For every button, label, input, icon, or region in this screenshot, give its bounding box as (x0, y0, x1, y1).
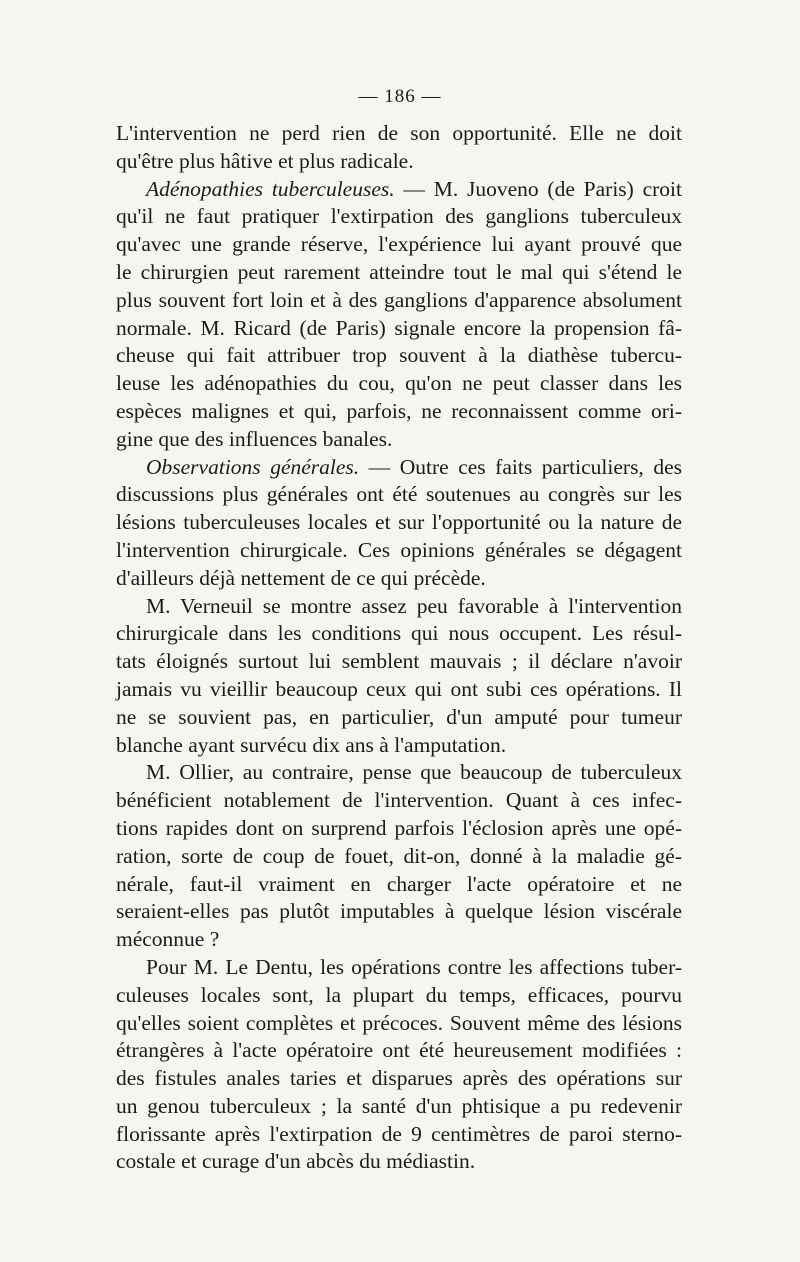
text-line: culeuses locales sont, la plupart du temps, efficaces, pourvu (116, 982, 682, 1007)
text-line: seraient-elles pas plutôt imputables à quelque lésion viscérale (116, 899, 682, 924)
text-line: discussions plus générales ont été soutenues au congrès sur les (116, 482, 682, 507)
text-line: étrangères à l'acte opératoire ont été heureusement modifiées : (116, 1038, 682, 1063)
text-line: M. Verneuil se montre assez peu favorable à l'intervention (146, 593, 682, 618)
text-line: jamais vu vieillir beaucoup ceux qui ont subi ces opérations. Il (116, 676, 682, 701)
body-text (116, 120, 682, 1176)
text-line: cheuse qui fait attribuer trop souvent à la diathèse tubercu- (116, 343, 682, 368)
paragraph (116, 593, 682, 760)
text-line: nérale, faut-il vraiment en charger l'acte opératoire et ne (116, 871, 682, 896)
text-line: bénéficient notablement de l'intervention. Quant à ces infec- (116, 788, 682, 813)
text-line: Pour M. Le Dentu, les opérations contre les affections tuber- (146, 954, 682, 979)
section-heading: Adénopathies tuberculeuses. (146, 176, 395, 201)
text-line: tats éloignés surtout lui semblent mauvais ; il déclare n'avoir (116, 649, 682, 674)
text-line (116, 454, 682, 482)
text-line: costale et curage d'un abcès du médiastin. (116, 1149, 476, 1174)
text-line: qu'avec une grande réserve, l'expérience lui ayant prouvé que (116, 232, 682, 257)
text-line: qu'elles soient complètes et précoces. Souvent même des lésions (116, 1010, 682, 1035)
paragraph (116, 176, 682, 454)
text-line (116, 176, 682, 204)
text-line: florissante après l'extirpation de 9 centimètres de paroi sterno- (116, 1121, 682, 1146)
text-line: normale. M. Ricard (de Paris) signale encore la propension fâ- (116, 315, 682, 340)
text-line: le chirurgien peut rarement atteindre tout le mal qui s'étend le (116, 259, 682, 284)
text-line: qu'être plus hâtive et plus radicale. (116, 148, 414, 173)
text-line: chirurgicale dans les conditions qui nous occupent. Les résul- (116, 621, 682, 646)
text-line: des fistules anales taries et disparues après des opérations sur (116, 1066, 682, 1091)
text-line: blanche ayant survécu dix ans à l'amputation. (116, 732, 507, 757)
text-line: l'intervention chirurgicale. Ces opinions générales se dégagent (116, 537, 682, 562)
page-number: — 186 — (358, 86, 442, 107)
text-line: leuse les adénopathies du cou, qu'on ne peut classer dans les (116, 371, 682, 396)
paragraph (116, 120, 682, 176)
text-line-rest: — M. Juoveno (de Paris) croit (394, 176, 683, 201)
paragraph (116, 954, 682, 1176)
text-line: plus souvent fort loin et à des ganglions d'apparence absolument (116, 287, 682, 312)
text-line: gine que des influences banales. (116, 426, 393, 451)
text-line: espèces malignes et qui, parfois, ne reconnaissent comme ori- (116, 398, 682, 423)
section-heading: Observations générales. (146, 454, 360, 479)
text-line-rest: — Outre ces faits particuliers, des (359, 454, 682, 479)
text-line: d'ailleurs déjà nettement de ce qui précède. (116, 565, 486, 590)
text-line: M. Ollier, au contraire, pense que beaucoup de tuberculeux (146, 760, 682, 785)
paragraph (116, 454, 682, 593)
text-line: L'intervention ne perd rien de son opportunité. Elle ne doit (116, 121, 682, 145)
text-line: lésions tuberculeuses locales et sur l'opportunité ou la nature de (116, 510, 682, 535)
text-line: qu'il ne faut pratiquer l'extirpation des ganglions tuberculeux (116, 204, 682, 229)
paragraph (116, 759, 682, 954)
text-line: ne se souvient pas, en particulier, d'un amputé pour tumeur (116, 704, 682, 729)
text-line: ration, sorte de coup de fouet, dit-on, donné à la maladie gé- (116, 843, 682, 868)
text-line: tions rapides dont on surprend parfois l'éclosion après une opé- (116, 815, 682, 840)
text-line: méconnue ? (116, 927, 220, 952)
text-line: un genou tuberculeux ; la santé d'un phtisique a pu redevenir (116, 1093, 682, 1118)
